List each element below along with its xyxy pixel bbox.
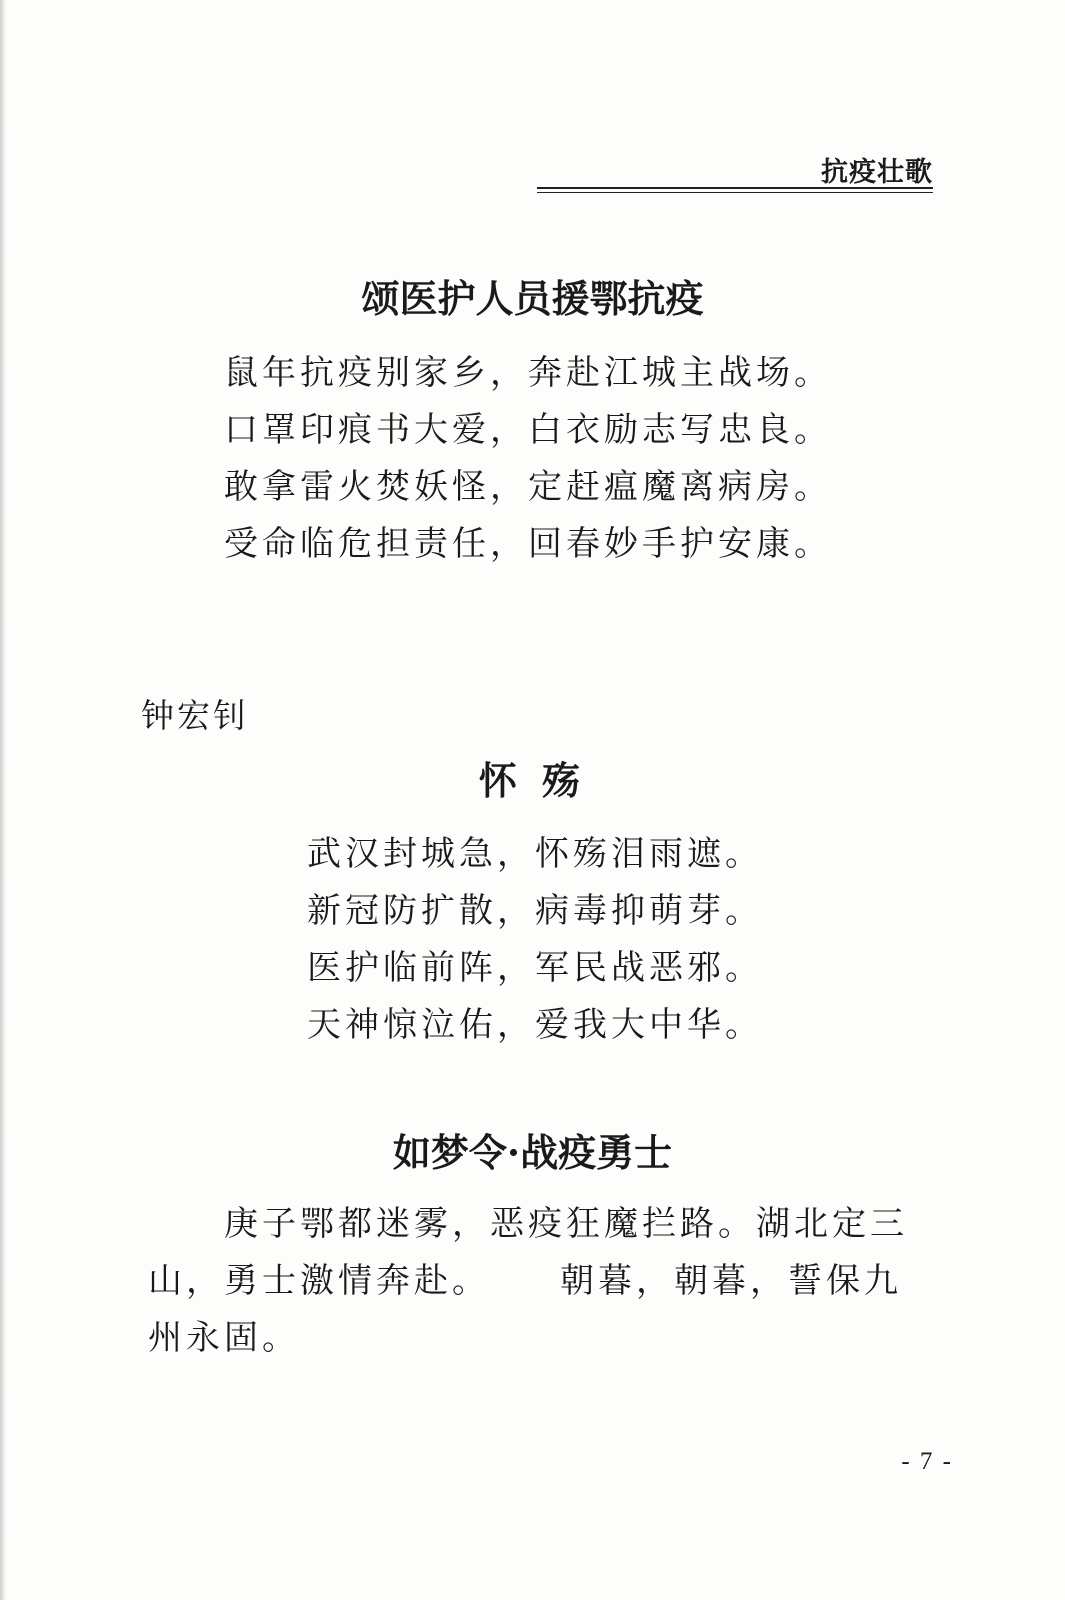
ci-text: 山，勇士激情奔赴。 xyxy=(148,1261,490,1301)
author-name: 钟宏钊 xyxy=(141,696,249,735)
poem-title: 怀 殇 xyxy=(478,758,587,803)
poem-line: 口罩印痕书大爱，白衣励志写忠良。 xyxy=(224,410,832,450)
poem-stanza xyxy=(224,345,832,573)
page-number: - 7 - xyxy=(901,1448,953,1475)
poem-line: 敢拿雷火焚妖怪，定赶瘟魔离病房。 xyxy=(224,467,832,507)
ci-text: 州永固。 xyxy=(148,1318,300,1358)
poem-stanza xyxy=(307,826,763,1054)
ci-text: 朝暮，朝暮，誓保九 xyxy=(560,1261,902,1301)
poem-line: 天神惊泣佑，爱我大中华。 xyxy=(307,1005,763,1045)
running-head: 抗疫壮歌 xyxy=(821,157,933,188)
poem-line: 武汉封城急，怀殇泪雨遮。 xyxy=(307,834,763,874)
ci-text: 庚子鄂都迷雾，恶疫狂魔拦路。湖北定三 xyxy=(224,1204,908,1244)
poem-line: 鼠年抗疫别家乡，奔赴江城主战场。 xyxy=(224,353,832,393)
ci-line xyxy=(148,1196,943,1253)
poem-title: 颂医护人员援鄂抗疫 xyxy=(361,276,704,321)
ci-poem-text xyxy=(148,1196,943,1367)
poem-title: 如梦令·战疫勇士 xyxy=(392,1130,673,1175)
ci-line xyxy=(148,1253,943,1310)
poem-line: 受命临危担责任，回春妙手护安康。 xyxy=(224,524,832,564)
poem-line: 医护临前阵，军民战恶邪。 xyxy=(307,948,763,988)
ci-line xyxy=(148,1310,943,1367)
poem-line: 新冠防扩散，病毒抑萌芽。 xyxy=(307,891,763,931)
header-rule xyxy=(537,187,933,193)
